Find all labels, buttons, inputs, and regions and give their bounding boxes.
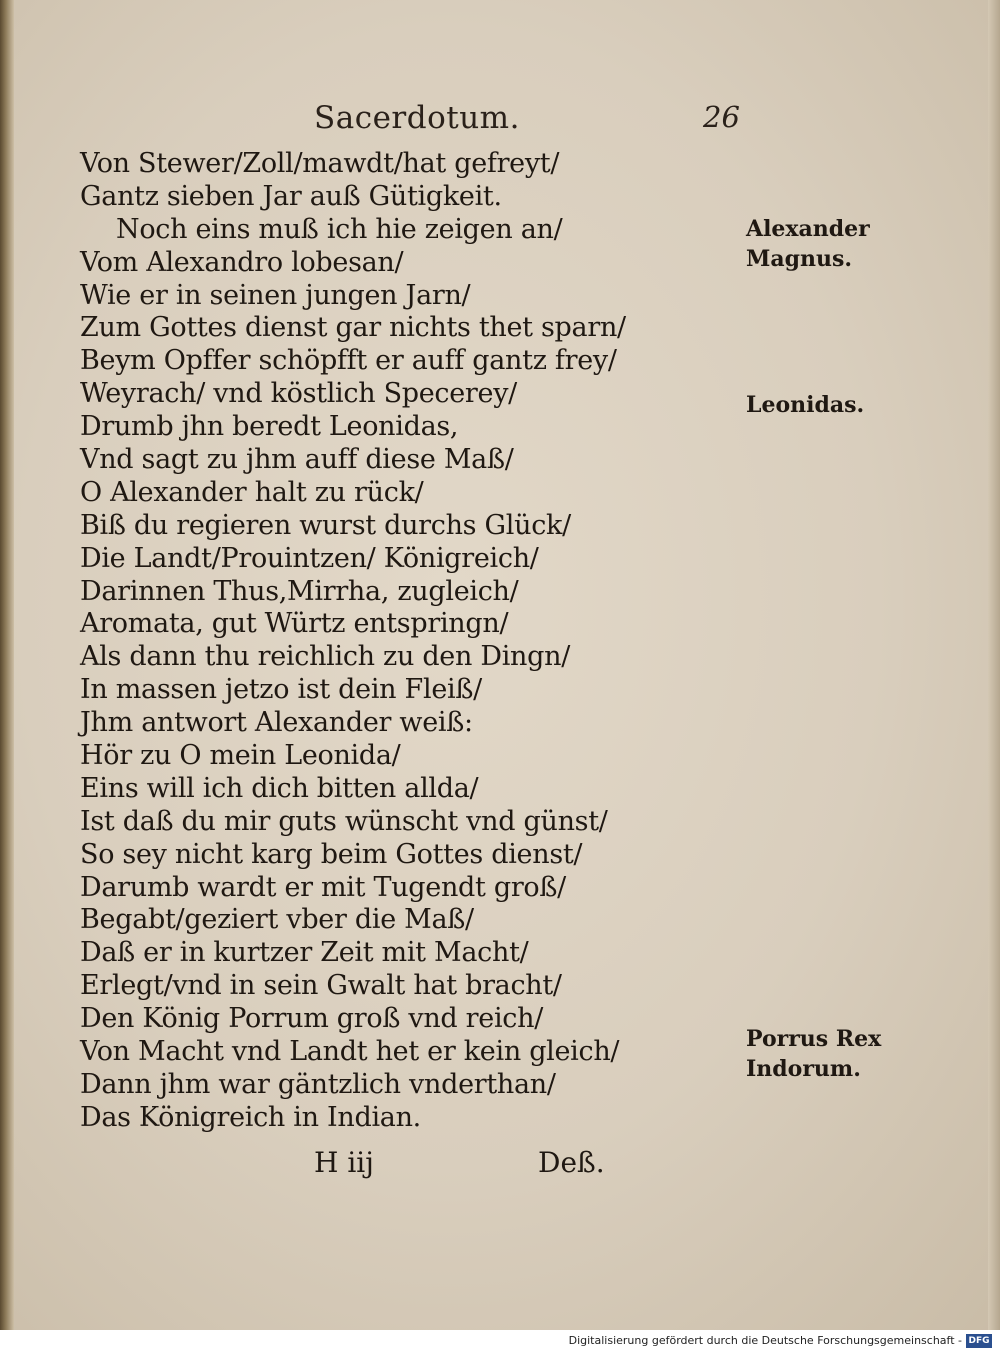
verse-line: Von Macht vnd Landt het er kein gleich/	[80, 1036, 620, 1068]
margin-note-line: Alexander	[746, 216, 870, 242]
verse-line: Zum Gottes dienst gar nichts thet sparn/	[80, 312, 626, 344]
catchword: Deß.	[538, 1146, 605, 1179]
verse-list	[80, 148, 626, 1135]
margin-note-line: Porrus Rex	[746, 1026, 882, 1052]
verse-line: Den König Porrum groß vnd reich/	[80, 1003, 544, 1035]
verse-line: In massen jetzo ist dein Fleiß/	[80, 674, 482, 706]
running-head: Sacerdotum.	[314, 100, 520, 136]
margin-note-alexander	[746, 214, 870, 274]
signature-mark: H iij	[314, 1146, 374, 1179]
page-edge	[988, 0, 1000, 1330]
verse-line: Noch eins muß ich hie zeigen an/	[116, 213, 563, 245]
verse-line: Gantz sieben Jar auß Gütigkeit.	[80, 180, 502, 212]
verse-line: Darinnen Thus,Mirrha, zugleich/	[80, 575, 519, 607]
verse-line: Darumb wardt er mit Tugendt groß/	[80, 871, 566, 903]
verse-line: Von Stewer/Zoll/mawdt/hat gefreyt/	[80, 148, 560, 179]
verse-line: Beym Opffer schöpfft er auff gantz frey/	[80, 345, 617, 377]
margin-note-line: Leonidas.	[746, 392, 865, 418]
margin-note-porrus	[746, 1024, 881, 1084]
verse-line: Die Landt/Prouintzen/ Königreich/	[80, 542, 539, 574]
margin-note-line: Indorum.	[746, 1056, 861, 1082]
margin-note-line: Magnus.	[746, 246, 853, 272]
verse-line: Als dann thu reichlich zu den Dingn/	[80, 641, 570, 673]
dfg-logo[interactable]: DFG	[966, 1334, 992, 1348]
verse-line: Erlegt/vnd in sein Gwalt hat bracht/	[80, 970, 562, 1002]
funding-credit: Digitalisierung gefördert durch die Deutsche Forschungsgemeinschaft -	[568, 1334, 962, 1347]
verse-line: Dann jhm war gäntzlich vnderthan/	[80, 1068, 556, 1100]
verse-line: So sey nicht karg beim Gottes dienst/	[80, 838, 583, 870]
margin-note-leonidas	[746, 390, 864, 420]
verse-line: Wie er in seinen jungen Jarn/	[80, 279, 471, 311]
verse-line: Ist daß du mir guts wünscht vnd günst/	[80, 805, 608, 837]
verse-line: Weyrach/ vnd köstlich Specerey/	[80, 378, 517, 410]
verse-line: Begabt/geziert vber die Maß/	[80, 904, 474, 936]
verse-line: Jhm antwort Alexander weiß:	[80, 707, 473, 739]
page-gutter	[0, 0, 14, 1330]
verse-line: Hör zu O mein Leonida/	[80, 740, 401, 772]
verse-line: Biß du regieren wurst durchs Glück/	[80, 509, 571, 541]
verse-line: Vnd sagt zu jhm auff diese Maß/	[80, 444, 514, 476]
verse-line: Vom Alexandro lobesan/	[80, 246, 404, 278]
page-number: 26	[703, 100, 740, 134]
verse-line: Aromata, gut Würtz entspringn/	[80, 608, 509, 640]
verse-line: Eins will ich dich bitten allda/	[80, 772, 479, 804]
verse-line: Daß er in kurtzer Zeit mit Macht/	[80, 937, 529, 969]
verse-line: O Alexander halt zu rück/	[80, 476, 424, 508]
verse-line: Das Königreich in Indian.	[80, 1101, 421, 1133]
verse-line: Drumb jhn beredt Leonidas,	[80, 411, 459, 443]
